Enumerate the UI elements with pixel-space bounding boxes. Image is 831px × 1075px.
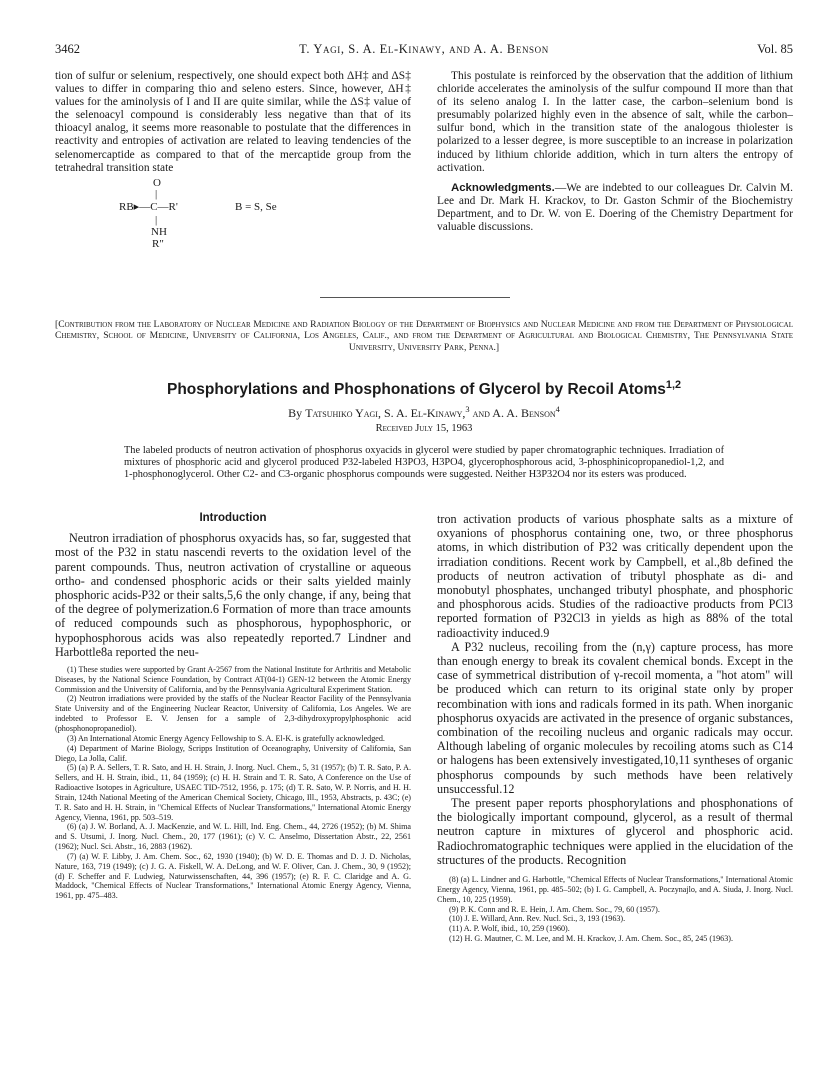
structure-nh: NH	[151, 225, 167, 238]
authors-names: Tatsuhiko Yagi, S. A. El-Kinawy,	[305, 406, 466, 420]
postulate-paragraph: This postulate is reinforced by the observation that the addition of lithium chloride accelerates the aminolysis of the sulfur compound II more than that of its seleno analog I. In the latter case, the carbon–selenium bond is presumably polarized highly even in the absence of salt, while the carbon–sulfur bond, which in the transition state of the analogous thiolester is polarized to a lesser degree, is more susceptible to an increase in polarization induced by lithium chloride addition, which in turn alters the entropy of activation.	[437, 70, 793, 174]
footnote: (3) An International Atomic Energy Agency Fellowship to S. A. El-K. is gratefully acknowledged.	[67, 733, 385, 743]
authors-prefix: By	[288, 406, 303, 420]
intro-paragraph-4: The present paper reports phosphorylations and phosphonations of the biologically important compound, glycerol, as a result of thermal neutron capture in mixtures of glycerol and phosphoric acid. Radiochromatographic techniques were applied in the elucidation of the structures of the products. Recognition	[437, 796, 793, 867]
ack-text: —We are indebted to our colleagues Dr. Calvin M. Lee and Dr. Mark H. Krackov, to Dr. Gaston Schmir of the Biochemistry Department, and to Dr. W. von E. Doering of the Chemistry Department for valuable discussions.	[437, 181, 793, 234]
introduction-heading: Introduction	[199, 512, 267, 524]
transition-state-structure	[55, 177, 411, 275]
acknowledgments	[437, 182, 793, 234]
structure-r-double-prime: R"	[152, 237, 164, 250]
author-line	[55, 406, 793, 421]
structure-bond-up: |	[155, 187, 158, 200]
footnote: (7) (a) W. F. Libby, J. Am. Chem. Soc., 62, 1930 (1940); (b) W. D. E. Thomas and D. J. D. Nicholas, Nature, 163, 719 (1949); (c) J. G. A. Fiskell, W. A. DeLong, and W. F. Oliver, Can. J. Chem., 30, 9 (1952); (d) F. Scheffer and F. Ludwieg, Naturwissenschaften, 44, 396 (1957); (e) R. F. C. Claridge and A. G. Maddock, "Chemical Effects of Nuclear Transformations," International Atomic Energy Agency, Vienna, 1961, pp. 475–483.	[55, 851, 411, 901]
intro-paragraph-2: tron activation products of various phosphate salts as a mixture of oxyanions of phosphorus containing one, two, or three phosphorus atoms, in which distribution of P32 was critically dependent upon the irradiation conditions. Recent work by Campbell, et al.,8b defined the products of neutron activation of tributyl phosphate as di- and monobutyl phosphates, unchanged tributyl phosphate, and phosphoric and phosphorous acids. Studies of the radioactive products from PCl3 reported formation of P32Cl3 in yields as high as 88% of the total radioactivity induced.9	[437, 512, 793, 640]
footnotes-left	[55, 665, 411, 901]
abstract: The labeled products of neutron activation of phosphorus oxyacids in glycerol were studied by paper chromatographic techniques. Irradiation of mixtures of phosphoric acid and glycerol produced P32-labeled H3PO3, H3PO4, glycerophosphorous acid, 3-phosphinicopropanediol-1,2, and 1-phosphonoglycerol. Other C2- and C3-organic phosphorus compounds were suggested. Neither H3P32O4 nor its esters was produced.	[124, 445, 724, 480]
page-number: 3462	[55, 42, 80, 56]
footnote: (6) (a) J. W. Borland, A. J. MacKenzie, and W. L. Hill, Ind. Eng. Chem., 44, 2726 (1952); (b) M. Shima and S. Utsumi, J. Inorg. Nucl. Chem., 20, 177 (1961); (c) V. C. Anselmo, Dissertation Abstr., 22, 2561 (1962); Nucl. Sci. Abstr., 16, 2883 (1962).	[55, 822, 411, 852]
footnote: (2) Neutron irradiations were provided by the staffs of the Nuclear Reactor Facility of the Pennsylvania State University and of the Engineering Nuclear Reactor, University of California, Los Angeles. We are indebted to Professor E. V. Jensen for a sample of 2,3-dihydroxypropylphosphonic acid (phosphonopropanediol).	[55, 694, 411, 733]
affiliation: [Contribution from the Laboratory of Nuclear Medicine and Radiation Biology of the Department of Biophysics and Nuclear Medicine and from the Department of Physiological Chemistry, School of Medicine, University of California, Los Angeles, Calif., and from the Department of Agricultural and Biological Chemistry, The Pennsylvania State University, University Park, Penna.]	[55, 319, 793, 353]
main-left-column	[55, 512, 411, 901]
prev-article-left-column	[55, 70, 411, 275]
title-footnote-marks: 1,2	[665, 378, 681, 391]
intro-paragraph-1: Neutron irradiation of phosphorus oxyacids has, so far, suggested that most of the P32 in statu nascendi reverts to the oxidation level of the parent compounds. Thus, neutron activation of crystalline or aqueous ortho- and condensed phosphoric acids or their salts yielded mainly phosphoric acids-P32 or their salts,5,6 the only change, if any, being that of the degree of polymerization.6 Formation of more than trace amounts of reduced compounds such as phosphorous, hypophosphoric, or hypophosphorous acids was also repeatedly reported.7 Lindner and Harbottle8a reported the neu-	[55, 531, 411, 659]
prev-paragraph: tion of sulfur or selenium, respectively, one should expect both ΔH‡ and ΔS‡ values to differ in comparing thio and seleno esters. Since, however, ΔH‡ values for the aminolysis of I and II are quite similar, while the ΔS‡ value of the selenoacyl compound is considerably less negative than that of its thioacyl analog, it seems more reasonable to postulate that the differences in reactivity and entropies of activation are related to leaving tendencies of the selenomercaptide as compared to that of the mercaptide group from the tetrahedral transition state	[55, 70, 411, 174]
structure-b-definition: B = S, Se	[235, 200, 277, 213]
author-mark-4: 4	[555, 405, 560, 414]
running-title: T. Yagi, S. A. El-Kinawy, and A. A. Benson	[299, 42, 549, 56]
structure-bond-down: |	[155, 213, 158, 226]
footnote: (12) H. G. Mautner, C. M. Lee, and M. H. Krackov, J. Am. Chem. Soc., 85, 245 (1963).	[449, 934, 733, 944]
ack-heading: Acknowledgments.	[451, 181, 555, 194]
intro-paragraph-3: A P32 nucleus, recoiling from the (n,γ) capture process, has more than enough energy to break its covalent chemical bonds. Except in the case of symmetrical distribution of γ-recoil momenta, a "hot atom" will be produced which can return to its original state only by proper recombination with ions and radicals formed in its path. When inorganic phosphorus oxyacids are activated in the presence of organic substances, combination of the recoiling nucleus and organic radicals may occur. Although labeling of organic molecules by recoiling atoms such as C14 or halogens has been extensively investigated,10,11 syntheses of organic phosphorus compounds by such methods have been relatively unsuccessful.12	[437, 639, 793, 796]
footnotes-right	[437, 875, 793, 944]
main-right-column	[437, 512, 793, 944]
footnote: (9) P. K. Conn and R. E. Hein, J. Am. Chem. Soc., 79, 60 (1957).	[449, 904, 660, 914]
footnote: (11) A. P. Wolf, ibid., 10, 259 (1960).	[449, 924, 570, 934]
footnote: (5) (a) P. A. Sellers, T. R. Sato, and H. H. Strain, J. Inorg. Nucl. Chem., 5, 31 (1957); (b) T. R. Sato, P. A. Sellers, and H. H. Strain, ibid., 11, 84 (1959); (c) H. H. Strain and T. R. Sato, A Conference on the Use of Radioactive Isotopes in Agriculture, USAEC TID-7512, 1956, p. 175; (d) T. R. Sato, W. P. Norris, and H. H. Strain, 124th National Meeting of the American Chemical Society, Chicago, Ill., 1953, Abstracts, p. 43C; (e) T. R. Sato and H. H. Strain, in "Chemical Effects of Nuclear Transformations," International Atomic Energy Agency, Vienna, 1961, pp. 503–519.	[55, 763, 411, 822]
structure-main-chain: RB▸—C—R'	[119, 200, 178, 213]
article-divider	[320, 297, 510, 298]
article-title	[55, 378, 793, 399]
prev-article-right-column	[437, 70, 793, 234]
volume: Vol. 85	[757, 42, 793, 56]
structure-oxygen: O	[153, 176, 161, 189]
authors-last: and A. A. Benson	[472, 406, 556, 420]
footnote: (8) (a) L. Lindner and G. Harbottle, "Chemical Effects of Nuclear Transformations," International Atomic Energy Agency, Vienna, 1961, pp. 485–502; (b) I. G. Campbell, A. Poczynajlo, and A. Siuda, J. Inorg. Nucl. Chem., 10, 225 (1959).	[437, 875, 793, 904]
running-header	[55, 42, 793, 58]
footnote: (10) J. E. Willard, Ann. Rev. Nucl. Sci., 3, 193 (1963).	[449, 914, 626, 924]
article-title-text: Phosphorylations and Phosphonations of Glycerol by Recoil Atoms	[166, 381, 666, 398]
footnote: (4) Department of Marine Biology, Scripps Institution of Oceanography, University of California, San Diego, La Jolla, Calif.	[55, 743, 411, 763]
footnote: (1) These studies were supported by Grant A-2567 from the National Institute for Arthritis and Metabolic Diseases, by the National Science Foundation, by Contract AT(04-1) GEN-12 between the Atomic Energy Commission and the University of California, and by the Pennsylvania Agricultural Experiment Station.	[55, 664, 411, 694]
received-date: Received July 15, 1963	[375, 423, 473, 434]
author-mark-3: 3	[465, 405, 470, 414]
